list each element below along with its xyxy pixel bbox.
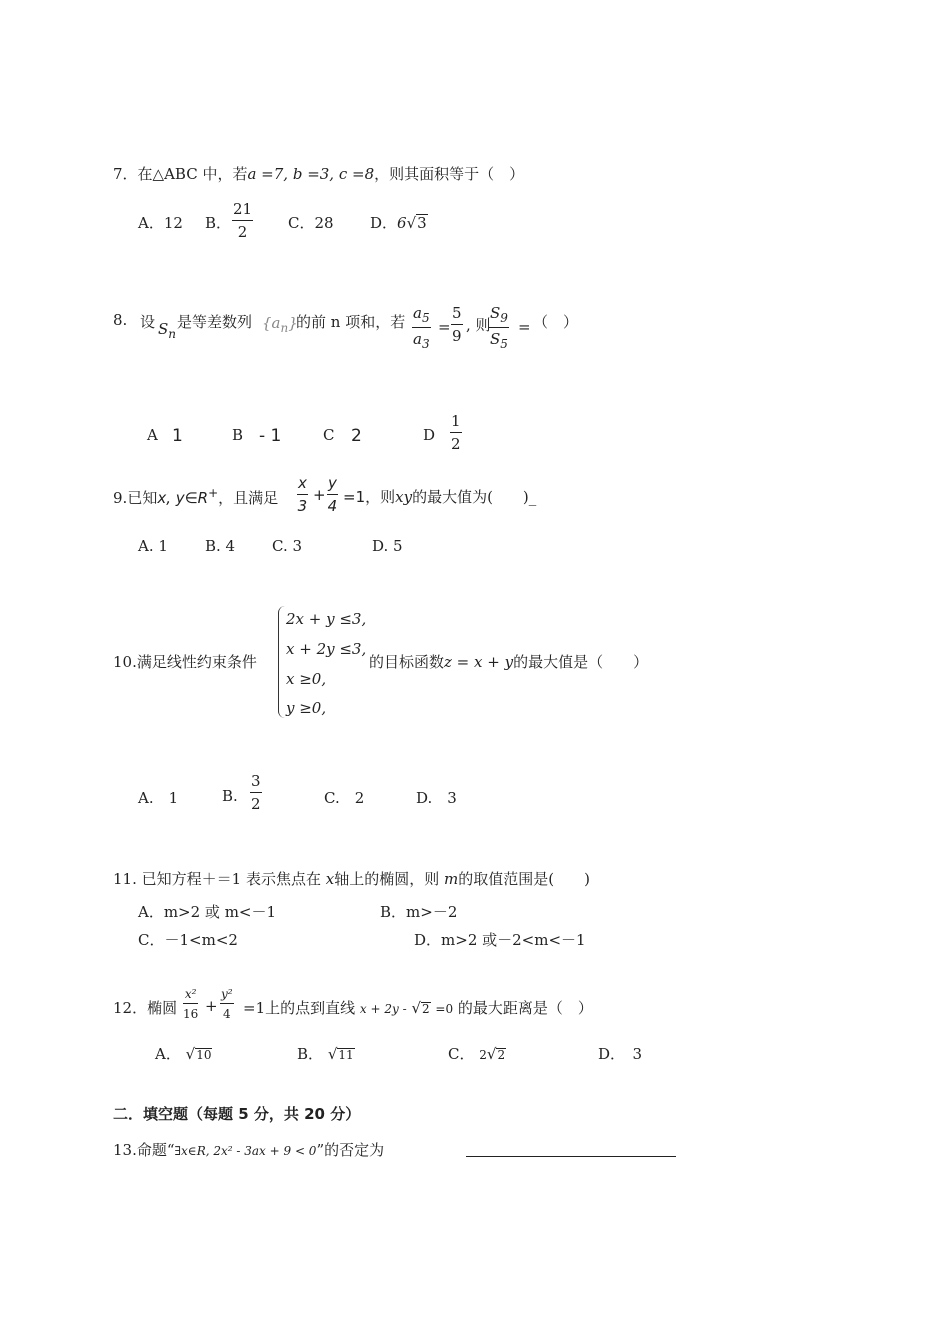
q8-sn-letter: S: [158, 320, 169, 338]
q8-option-a-label: A: [147, 426, 158, 444]
q12-option-a-label: A．: [155, 1045, 181, 1063]
q7-option-d: [370, 212, 428, 233]
q9-stem-a: 已知: [127, 489, 158, 507]
q12-stem-a-text: 椭圆: [147, 999, 178, 1017]
q12-stem-a: [113, 997, 177, 1018]
q9-equals: =1: [343, 488, 366, 506]
q12-fraction-x-numerator: x²: [183, 988, 198, 1004]
q11-x: x: [325, 870, 335, 888]
q8-ratio-value-denominator: 9: [452, 327, 462, 345]
q7-option-d-value: 6: [397, 214, 407, 232]
q12-number: 12．: [113, 999, 148, 1017]
q8-sn-subscript: n: [168, 327, 177, 341]
q9-fraction-x: [297, 476, 308, 514]
section-2-title: 二．填空题（每题 5 分，共 20 分）: [113, 1105, 361, 1123]
q8-an-subscript: n: [280, 321, 289, 335]
q8-an-letter: a: [271, 314, 281, 332]
q11-number: 11.: [113, 870, 137, 888]
q12-stem-b: 上的点到直线: [265, 999, 356, 1017]
q9-xy: xy: [395, 488, 413, 506]
q13-number: 13.: [113, 1141, 137, 1159]
q8-a5-subscript: 5: [421, 311, 430, 325]
q10-stem-c: 的最大值是（ ）: [513, 653, 649, 671]
q10-option-c: C. 2: [324, 789, 365, 807]
q11-m: m: [444, 870, 459, 888]
q8-option-d-numerator: 1: [450, 414, 462, 433]
q8-ratio-s-numerator: [489, 306, 509, 328]
q9-stem-c: ，则: [365, 488, 396, 506]
q12-option-b-radicand: 11: [338, 1048, 354, 1062]
q8-s9-subscript: 9: [500, 311, 508, 325]
q9-stem-b: ，且满足: [218, 489, 279, 507]
q8-number: 8.: [113, 311, 128, 329]
q12-option-c: [448, 1043, 506, 1064]
q9-fraction-x-numerator: x: [297, 476, 308, 495]
q10-constraint-4: y ≥0,: [286, 699, 327, 717]
q9-fraction-y: [327, 476, 338, 514]
q7-tail: ，则其面积等于（ ）: [374, 165, 525, 183]
q8-ratio-a-numerator: [412, 306, 431, 328]
sqrt-sign: √: [411, 999, 421, 1017]
q12-option-b: [297, 1043, 355, 1064]
q8-ratio-value: [451, 306, 463, 344]
q8-stem-a: 设: [140, 313, 156, 331]
q12-plus: +: [205, 997, 218, 1015]
q10-option-b-fraction: [250, 774, 262, 812]
q8-sequence: $\{a_n\}$: [262, 314, 298, 335]
q7-option-b-label: B．: [205, 214, 232, 232]
q12-fraction-y-numerator: y²: [220, 988, 234, 1004]
q8-option-d-fraction: [450, 414, 462, 452]
q12-fraction-y-denominator: 4: [222, 1007, 231, 1021]
q10-option-d: D. 3: [416, 789, 457, 807]
q8-s9-letter: S: [490, 304, 501, 322]
q12-option-d: D． 3: [598, 1045, 643, 1063]
q12-fraction-x: [183, 988, 198, 1020]
q11-stem-b: 轴上的椭圆，则: [334, 870, 440, 888]
q12-option-a: [155, 1043, 212, 1064]
q9-stem-d: 的最大值为( )_: [412, 488, 537, 506]
q12-option-a-radicand: 10: [196, 1048, 212, 1062]
q8-option-d-label: D: [423, 426, 436, 444]
q8-ratio-a-denominator: [412, 328, 431, 350]
q11-option-a: A．m>2 或 m<－1: [138, 903, 277, 921]
q8-stem-c: 的前 n 项和，若: [296, 313, 406, 331]
q10-stem-a: [113, 651, 257, 672]
q8-option-c-value: 2: [351, 426, 362, 446]
q9-fraction-y-numerator: y: [327, 476, 338, 495]
q7-condition: a =7, b =3, c =8: [247, 165, 375, 183]
q12-stem-c: 的最大距离是（ ）: [457, 999, 593, 1017]
q8-stem-d: , 则: [466, 316, 491, 334]
q9-option-c: C. 3: [272, 537, 303, 555]
q7-option-b-denominator: 2: [237, 223, 248, 241]
q8-a3-subscript: 3: [421, 337, 430, 351]
q8-option-b-value: - 1: [259, 426, 282, 446]
q10-stem-a-text: 满足线性约束条件: [136, 653, 257, 671]
q11-stem-a: 已知方程＋＝1 表示焦点在: [141, 870, 321, 888]
q11-option-c: C．－1<m<2: [138, 931, 238, 949]
q10-stem-b: 的目标函数: [369, 653, 445, 671]
q10-constraint-2: x + 2y ≤3,: [286, 640, 367, 658]
q9-option-b: B. 4: [205, 537, 236, 555]
q9-superscript: +: [208, 486, 219, 500]
q7-option-a: A．12: [138, 214, 183, 232]
q10-option-a: A. 1: [138, 789, 179, 807]
q10-constraint-brace: [278, 606, 285, 718]
question-11: [113, 868, 590, 889]
sqrt-sign: √: [486, 1045, 497, 1063]
q11-option-b: B．m>－2: [380, 903, 458, 921]
q7-option-b-numerator: 21: [232, 202, 253, 221]
q10-number: 10.: [113, 653, 137, 671]
q9-fraction-y-denominator: 4: [327, 497, 338, 515]
q8-ratio-s: [489, 306, 509, 350]
q12-line-b: =0: [435, 1002, 454, 1016]
q9-plus: +: [313, 486, 326, 504]
q12-option-c-value: 2: [479, 1048, 487, 1062]
q9-vars: x, y∈R: [157, 489, 209, 507]
q10-constraint-3: x ≥0,: [286, 670, 327, 688]
q12-option-c-radicand: 2: [497, 1048, 506, 1062]
q8-option-b-label: B: [232, 426, 244, 444]
question-13: [113, 1139, 384, 1160]
q13-stem-a: 命题“: [136, 1141, 175, 1159]
q10-objective: z = x + y: [444, 653, 514, 671]
q12-option-b-label: B．: [297, 1045, 324, 1063]
q10-tail: [369, 651, 648, 672]
q8-ratio-value-numerator: 5: [451, 306, 463, 325]
q11-option-d: D．m>2 或－2<m<－1: [414, 931, 586, 949]
q7-option-b-fraction: [232, 202, 253, 240]
q8-option-c-label: C: [323, 426, 335, 444]
q9-fraction-x-denominator: 3: [297, 497, 308, 515]
q8-equals-2: =: [518, 318, 531, 336]
q10-option-b-numerator: 3: [250, 774, 262, 793]
q12-equals: =1: [243, 999, 266, 1017]
q12-tail: [243, 997, 593, 1018]
q8-ratio-s-denominator: [489, 328, 509, 350]
q8-a5-letter: a: [413, 304, 422, 322]
sqrt-sign: √: [185, 1045, 196, 1063]
q10-constraint-1: 2x + y ≤3,: [286, 610, 367, 628]
q12-option-c-label: C．: [448, 1045, 475, 1063]
q8-s5-subscript: 5: [500, 337, 508, 351]
q12-line-a: x + 2y -: [359, 1002, 407, 1016]
q8-equals-1: =: [438, 318, 451, 336]
sqrt-sign: √: [406, 214, 417, 232]
q9-tail: [343, 486, 536, 507]
q8-paren: （ ）: [533, 313, 579, 331]
q8-option-a-value: 1: [172, 426, 183, 446]
q12-fraction-y: [220, 988, 234, 1020]
q7-option-d-radicand: 3: [417, 214, 427, 232]
q12-line-radicand: 2: [422, 1002, 430, 1016]
q9-number: 9.: [113, 489, 128, 507]
q13-answer-blank[interactable]: [466, 1156, 676, 1157]
q7-option-d-label: D．: [370, 214, 398, 232]
q8-option-d-denominator: 2: [451, 435, 461, 453]
q10-option-b-label: B.: [222, 787, 238, 805]
q8-sn: [158, 320, 176, 341]
q7-option-c: C．28: [288, 214, 334, 232]
q12-fraction-x-denominator: 16: [183, 1007, 199, 1021]
q9-option-d: D. 5: [372, 537, 403, 555]
q7-stem: 在△ABC 中，若: [137, 165, 248, 183]
q9-option-a: A. 1: [138, 537, 168, 555]
q10-option-b-denominator: 2: [251, 795, 261, 813]
question-7: [113, 163, 524, 184]
q8-ratio-a: [412, 306, 431, 350]
q11-stem-c: 的取值范围是( ): [458, 870, 590, 888]
sqrt-sign: √: [327, 1045, 338, 1063]
q7-number: 7．: [113, 165, 138, 183]
q8-a3-letter: a: [413, 330, 422, 348]
q8-stem-b: 是等差数列: [177, 313, 253, 331]
question-9: [113, 486, 278, 508]
q13-proposition: ∃x∈R, 2x² - 3ax + 9 < 0: [174, 1144, 317, 1158]
q8-s5-letter: S: [490, 330, 501, 348]
q13-stem-b: ”的否定为: [316, 1141, 385, 1159]
